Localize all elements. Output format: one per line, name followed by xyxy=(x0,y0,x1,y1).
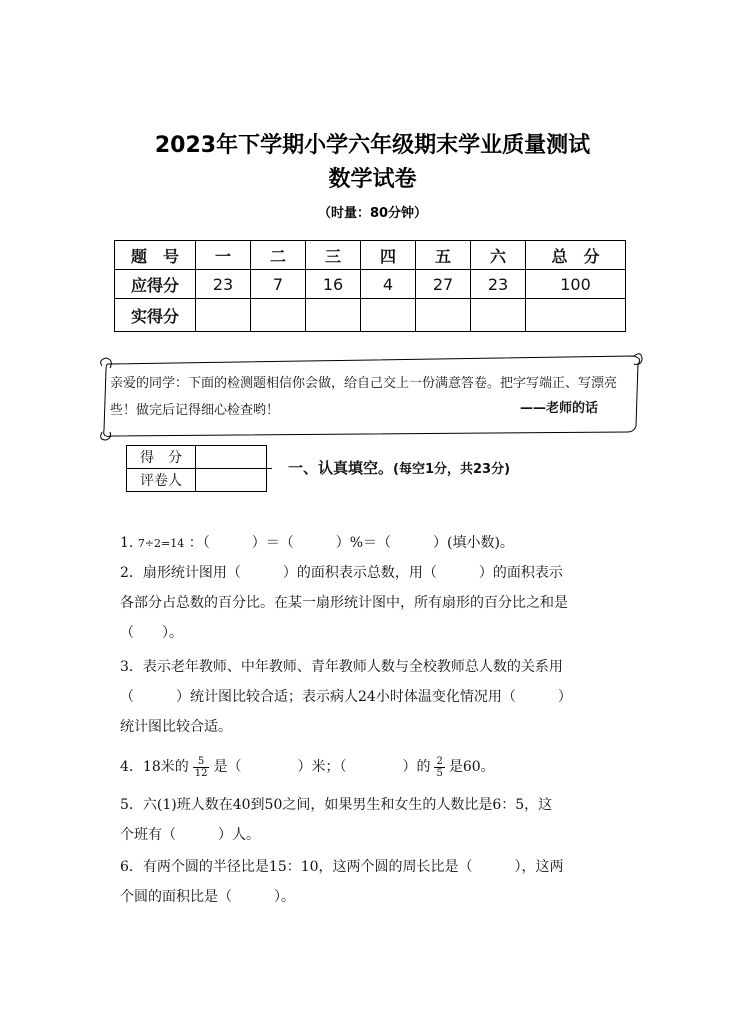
score-header-row xyxy=(115,241,626,270)
fraction-denominator: 12 xyxy=(194,767,208,779)
expected-cell: 23 xyxy=(471,270,526,299)
divider xyxy=(266,468,272,469)
q3-line: 统计图比较合适。 xyxy=(120,719,232,735)
question-3 xyxy=(120,652,640,742)
score-expected-row xyxy=(115,270,626,299)
actual-cell[interactable] xyxy=(196,299,251,332)
score-header-cell: 二 xyxy=(251,241,306,270)
reviewer-label: 评卷人 xyxy=(127,469,196,492)
fraction-numerator: 5 xyxy=(193,756,210,768)
score-header-cell: 一 xyxy=(196,241,251,270)
q5-line[interactable]: 个班有（ ）人。 xyxy=(120,827,260,843)
teacher-message-scroll xyxy=(98,352,638,432)
expected-label: 应得分 xyxy=(115,270,196,299)
actual-cell[interactable] xyxy=(526,299,626,332)
actual-cell[interactable] xyxy=(416,299,471,332)
grade-box xyxy=(126,445,267,492)
actual-label: 实得分 xyxy=(115,299,196,332)
expected-cell: 7 xyxy=(251,270,306,299)
score-header-cell: 五 xyxy=(416,241,471,270)
expected-cell: 27 xyxy=(416,270,471,299)
q2-line[interactable]: 2．扇形统计图用（ ）的面积表示总数，用（ ）的面积表示 xyxy=(120,565,563,581)
teacher-signature: ——老师的话 xyxy=(519,401,598,416)
actual-cell[interactable] xyxy=(251,299,306,332)
question-6 xyxy=(120,852,640,912)
actual-cell[interactable] xyxy=(361,299,416,332)
q4-text-c: 是60。 xyxy=(448,759,495,775)
q2-line[interactable]: （ ）。 xyxy=(120,625,183,641)
q5-line: 5．六(1)班人数在40到50之间，如果男生和女生的人数比是6：5，这 xyxy=(120,797,553,813)
question-4 xyxy=(120,752,640,782)
reviewer-field[interactable] xyxy=(196,469,267,492)
question-2 xyxy=(120,558,640,648)
q4-text-a: 4．18米的 xyxy=(120,759,189,775)
question-1 xyxy=(120,528,640,559)
fraction-denominator: 5 xyxy=(436,767,443,779)
section-note: (每空1分，共23分) xyxy=(393,462,511,477)
q1-blanks[interactable]: ：（ ）＝（ ）%＝（ ）(填小数)。 xyxy=(188,535,514,551)
score-actual-row xyxy=(115,299,626,332)
q1-expression: 7÷2=14 xyxy=(137,537,185,550)
actual-cell[interactable] xyxy=(306,299,361,332)
score-header-cell: 三 xyxy=(306,241,361,270)
q6-line[interactable]: 6．有两个圆的半径比是15：10，这两个圆的周长比是（ ），这两 xyxy=(120,859,564,875)
expected-cell: 23 xyxy=(196,270,251,299)
exam-subtitle: 数学试卷 xyxy=(328,167,417,192)
score-header-cell: 六 xyxy=(471,241,526,270)
score-header-cell: 四 xyxy=(361,241,416,270)
score-label: 得 分 xyxy=(127,446,196,469)
score-header-cell: 题 号 xyxy=(115,241,196,270)
section-title-text: 一、认真填空。 xyxy=(288,459,394,477)
expected-cell: 4 xyxy=(361,270,416,299)
question-5 xyxy=(120,790,640,850)
fraction-numerator: 2 xyxy=(436,755,443,767)
actual-cell[interactable] xyxy=(471,299,526,332)
q1-number: 1. xyxy=(120,535,134,551)
section-title xyxy=(288,457,510,478)
teacher-message-text: 亲爱的同学：下面的检测题相信你会做，给自己交上一份满意答卷。把字写端正、写漂亮些！做完后记得细心检查哟！ xyxy=(110,376,618,418)
score-header-cell: 总 分 xyxy=(526,241,626,270)
score-field[interactable] xyxy=(196,446,267,469)
q3-line[interactable]: （ ）统计图比较合适；表示病人24小时体温变化情况用（ ） xyxy=(120,689,572,705)
q6-line[interactable]: 个圆的面积比是（ ）。 xyxy=(120,889,295,905)
expected-cell: 16 xyxy=(306,270,361,299)
score-table xyxy=(114,240,626,332)
q2-line: 各部分占总数的百分比。在某一扇形统计图中，所有扇形的百分比之和是 xyxy=(120,595,568,611)
q3-line: 3．表示老年教师、中年教师、青年教师人数与全校教师总人数的关系用 xyxy=(120,659,563,675)
expected-cell: 100 xyxy=(526,270,626,299)
time-note: （时量：80分钟） xyxy=(317,206,428,221)
q4-fraction-1 xyxy=(193,756,210,779)
q4-text-b[interactable]: 是（ ）米；（ ）的 xyxy=(213,759,431,775)
q4-fraction-2 xyxy=(434,756,444,779)
exam-title: 2023年下学期小学六年级期末学业质量测试 xyxy=(154,133,591,158)
